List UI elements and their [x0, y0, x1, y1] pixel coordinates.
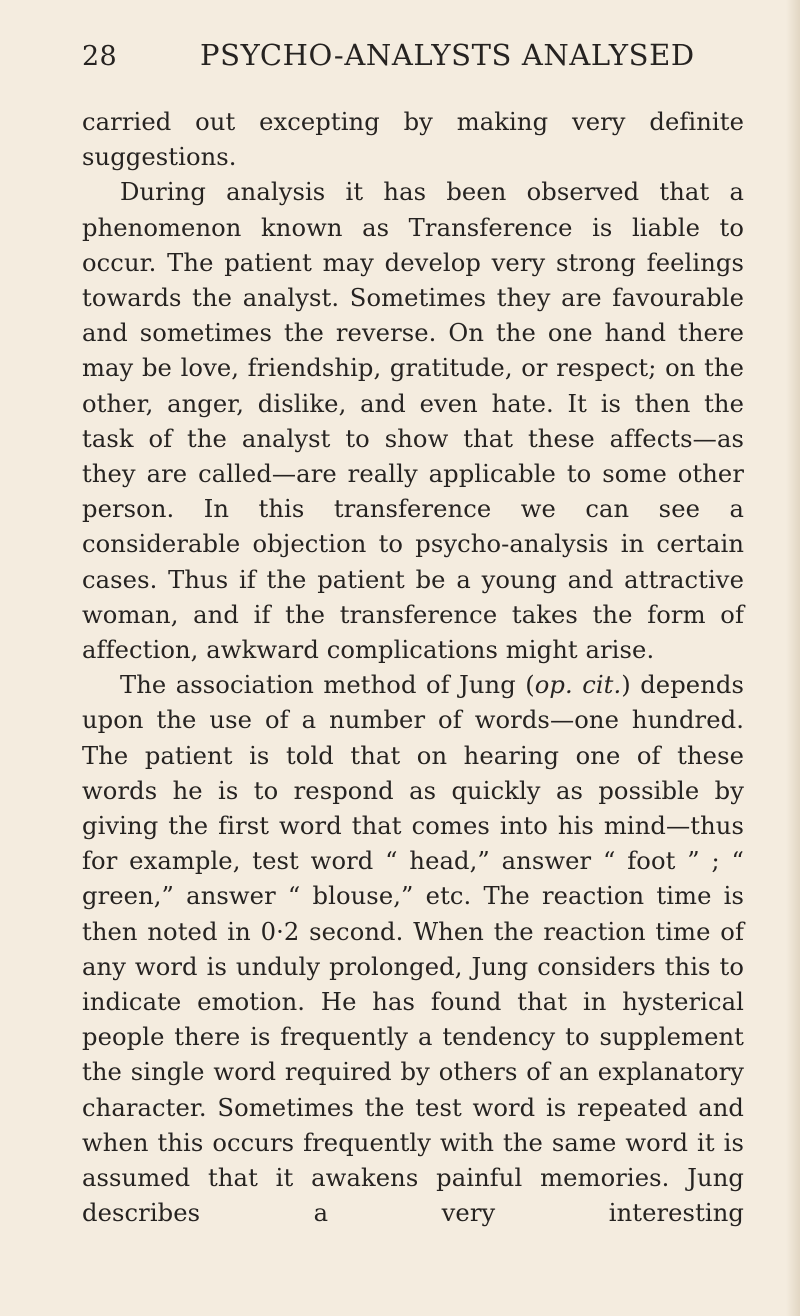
paragraph-continued: carried out excepting by making very definite suggestions.: [82, 108, 744, 172]
paragraph-text-start: The association method of Jung (: [120, 671, 535, 700]
page-edge-shadow: [786, 0, 800, 1316]
running-head: [82, 38, 744, 88]
citation-italic: op. cit.: [534, 671, 622, 700]
running-title: PSYCHO-ANALYSTS ANALYSED: [200, 38, 695, 72]
body-text: [82, 105, 744, 1232]
book-page: [82, 38, 744, 1232]
paragraph-association-method: [82, 668, 744, 1231]
paragraph-transference: During analysis it has been observed that a phenomenon known as Transference is liable to occur. The patient may develop very strong feelings towards the analyst. Sometimes they are favourable and sometimes the reverse. On the one hand there may be love, friendship, gratitude, or respect; on the other, anger, dislike, and even hate. It is then the task of the analyst to show that these affects—as they are called—are really applicable to some other person. In this transference we can see a considerable objection to psycho-analysis in certain cases. Thus if the patient be a young and attractive woman, and if the transference takes the form of affection, awkward complications might arise.: [82, 178, 744, 665]
paragraph-text-end: ) depends upon the use of a number of words—one hundred. The patient is told that on hearing one of these words he is to respond as quickly as possible by giving the first word that comes into his mind—thus for example, test word “ head,” answer “ foot ” ; “ green,” answer “ blouse,” etc. The reaction time is then noted in 0·2 second. When the reaction time of any word is unduly prolonged, Jung considers this to indicate emotion. He has found that in hysterical people there is frequently a tendency to supplement the single word required by others of an explanatory character. Sometimes the test word is repeated and when this occurs frequently with the same word it is assumed that it awakens painful memories. Jung describes a very interesting: [82, 671, 744, 1228]
page-number: 28: [82, 41, 117, 72]
